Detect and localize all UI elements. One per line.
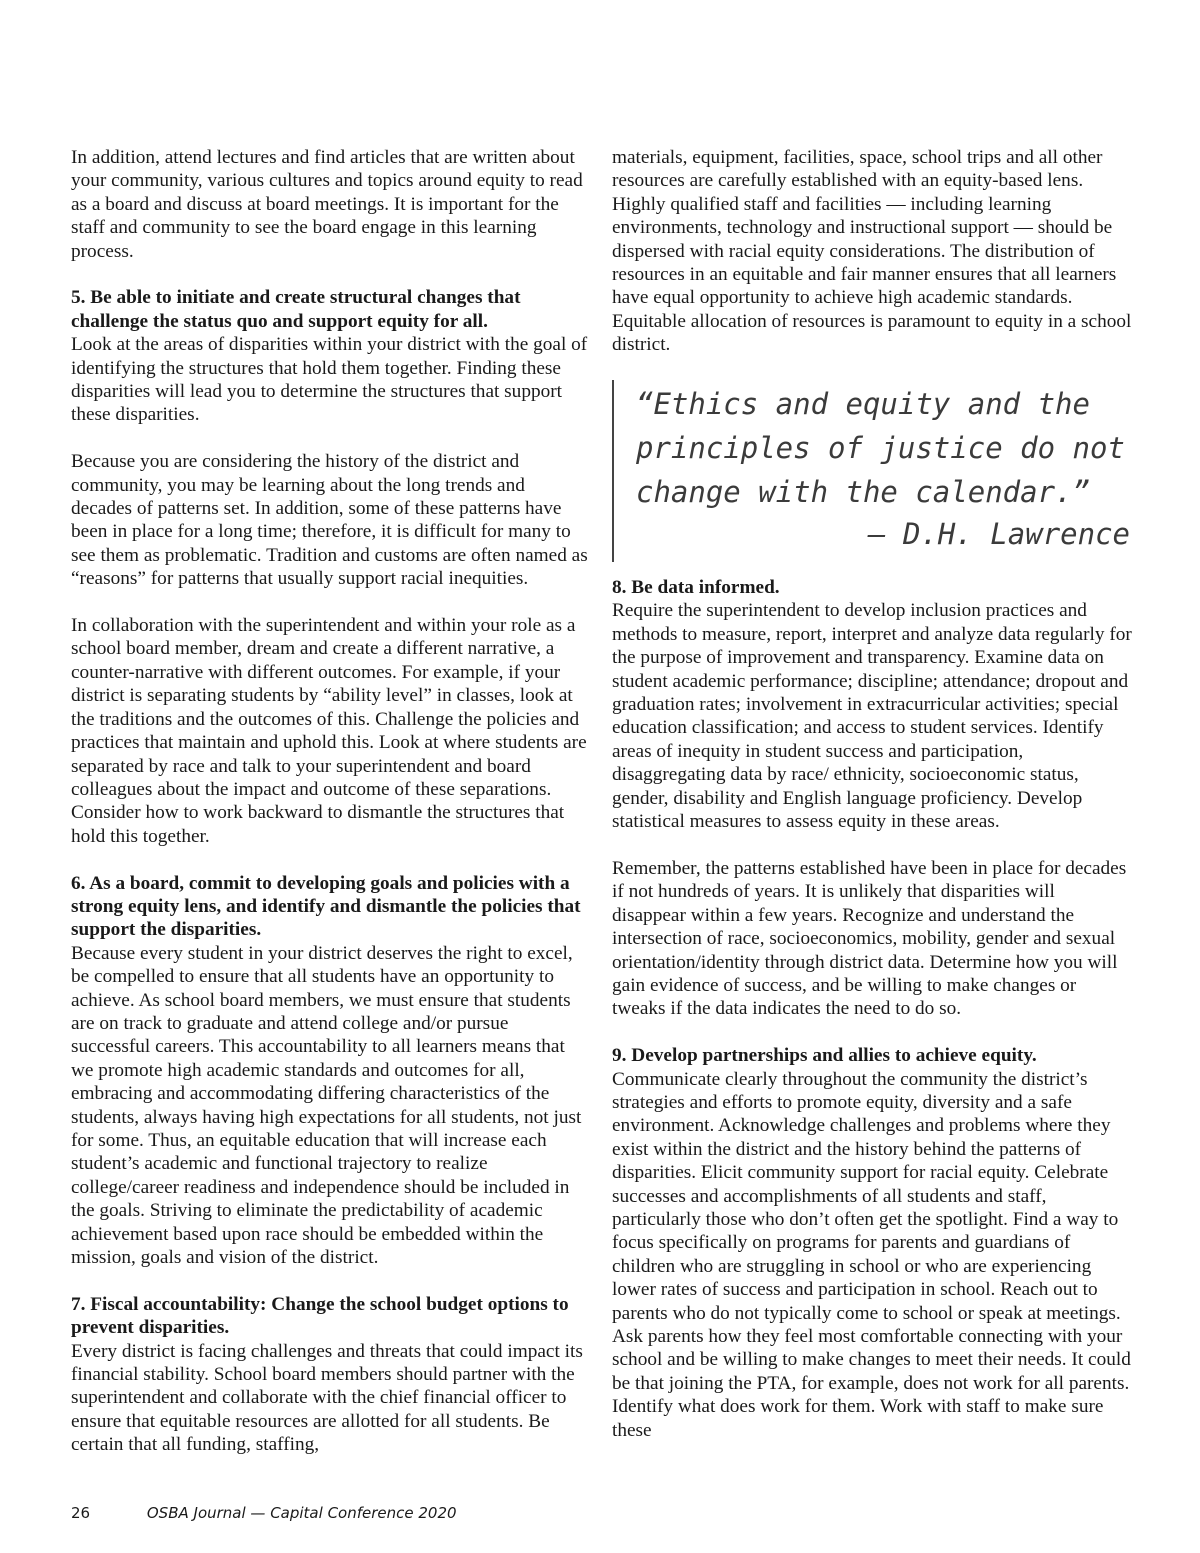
section-5-paragraph-2: Because you are considering the history of the district and community, you may be learning about the long trends and decades of patterns set. In addition, some of these patterns have been in place for a long time; therefore, it is difficult for many to see them as problematic. Tradition and customs are often named as “reasons” for patterns that usually support racial inequities. (71, 451, 588, 590)
section-7-paragraph-1: Every district is facing challenges and threats that could impact its financial stability. School board members should partner with the superintendent and collaborate with the chief financial officer to ensure that equitable resources are allotted for all students. Be certain that all funding, staffing, (71, 1340, 583, 1456)
right-column (612, 146, 1132, 1442)
page-number: 26 (71, 1504, 91, 1522)
section-8-paragraph-2: Remember, the patterns established have been in place for decades if not hundreds of years. It is unlikely that disparities will disappear within a few years. Recognize and understand the intersection of race, socioeconomics, mobility, gender and sexual orientation/identity through district data. Determine how you will gain evidence of success, and be willing to make changes or tweaks if the data indicates the need to do so. (612, 857, 1127, 1020)
left-column (71, 146, 589, 1457)
section-8-paragraph-1: Require the superintendent to develop inclusion practices and methods to measure, report, interpret and analyze data regularly for the purpose of improvement and transparency. Examine data on student academic performance; discipline; attendance; dropout and graduation rates; involvement in extracurricular activities; special education classification; and access to student services. Identify areas of inequity in student success and participation, disaggregating data by race/ ethnicity, socioeconomic status, gender, disability and English language proficiency. Develop statistical measures to assess equity in these areas. (612, 600, 1132, 833)
pull-quote-text: “Ethics and equity and the principles of justice do not change with the calendar.” (636, 387, 1125, 510)
pull-quote (612, 380, 1130, 562)
page-footer (71, 1504, 457, 1522)
section-6-heading: 6. As a board, commit to developing goals and policies with a strong equity lens, and identify and dismantle the policies that support the disparities. (71, 872, 581, 941)
section-8-heading: 8. Be data informed. (612, 577, 780, 599)
section-5-paragraph-3: In collaboration with the superintendent and within your role as a school board member, dream and create a different narrative, a counter-narrative with different outcomes. For example, if your district is separating students by “ability level” in classes, look at the traditions and the outcomes of this. Challenge the policies and practices that maintain and uphold this. Look at where students are separated by race and talk to your superintendent and board colleagues about the impact and outcome of these separations. Consider how to work backward to dismantle the structures that hold this together. (71, 615, 587, 847)
section-7-heading: 7. Fiscal accountability: Change the school budget options to prevent disparities. (71, 1293, 569, 1339)
intro-paragraph: In addition, attend lectures and find articles that are written about your community, various cultures and topics around equity to read as a board and discuss at board meetings. It is important for the staff and community to see the board engage in this learning process. (71, 147, 583, 262)
pull-quote-author: — D.H. Lawrence (868, 517, 1130, 552)
section-5-heading: 5. Be able to initiate and create structural changes that challenge the status quo and support equity for all. (71, 287, 521, 332)
section-9-heading: 9. Develop partnerships and allies to achieve equity. (612, 1045, 1037, 1067)
publication-title: OSBA Journal — Capital Conference 2020 (146, 1504, 457, 1522)
section-6-paragraph-1: Because every student in your district deserves the right to excel, be compelled to ensure that all students have an opportunity to achieve. As school board members, we must ensure that students are on track to graduate and attend college and/or pursue successful careers. This accountability to all learners means that we promote high academic standards and outcomes for all, embracing and accommodating differing characteristics of the students, always having high expectations for all students, not just for some. Thus, an equitable education that will increase each student’s academic and functional trajectory to realize college/career readiness and independence should be included in the goals. Striving to eliminate the predictability of academic achievement based upon race should be embedded within the mission, goals and vision of the district. (71, 942, 582, 1269)
section-5-paragraph-1: Look at the areas of disparities within your district with the goal of identifying the structures that hold them together. Finding these disparities will lead you to determine the structures that support these disparities. (71, 334, 588, 426)
continued-paragraph: materials, equipment, facilities, space, school trips and all other resources are carefully established with an equity-based lens. Highly qualified staff and facilities — including learning environments, technology and instructional support — should be dispersed with racial equity considerations. The distribution of resources in an equitable and fair manner ensures that all learners have equal opportunity to achieve high academic standards. Equitable allocation of resources is paramount to equity in a school district. (612, 147, 1132, 356)
section-9-paragraph-1: Communicate clearly throughout the community the district’s strategies and efforts to promote equity, diversity and a safe environment. Acknowledge challenges and problems where they exist within the district and the history behind the patterns of disparities. Elicit community support for racial equity. Celebrate successes and accomplishments of all students and staff, particularly those who don’t often get the spotlight. Find a way to focus specifically on programs for parents and guardians of children who are struggling in school or who are experiencing lower rates of success and participation in school. Reach out to parents who do not typically come to school or speak at meetings. Ask parents how they feel most comfortable connecting with your school and be willing to make changes to meet their needs. It could be that joining the PTA, for example, does not work for all parents. Identify what does work for them. Work with staff to make sure these (612, 1068, 1131, 1441)
